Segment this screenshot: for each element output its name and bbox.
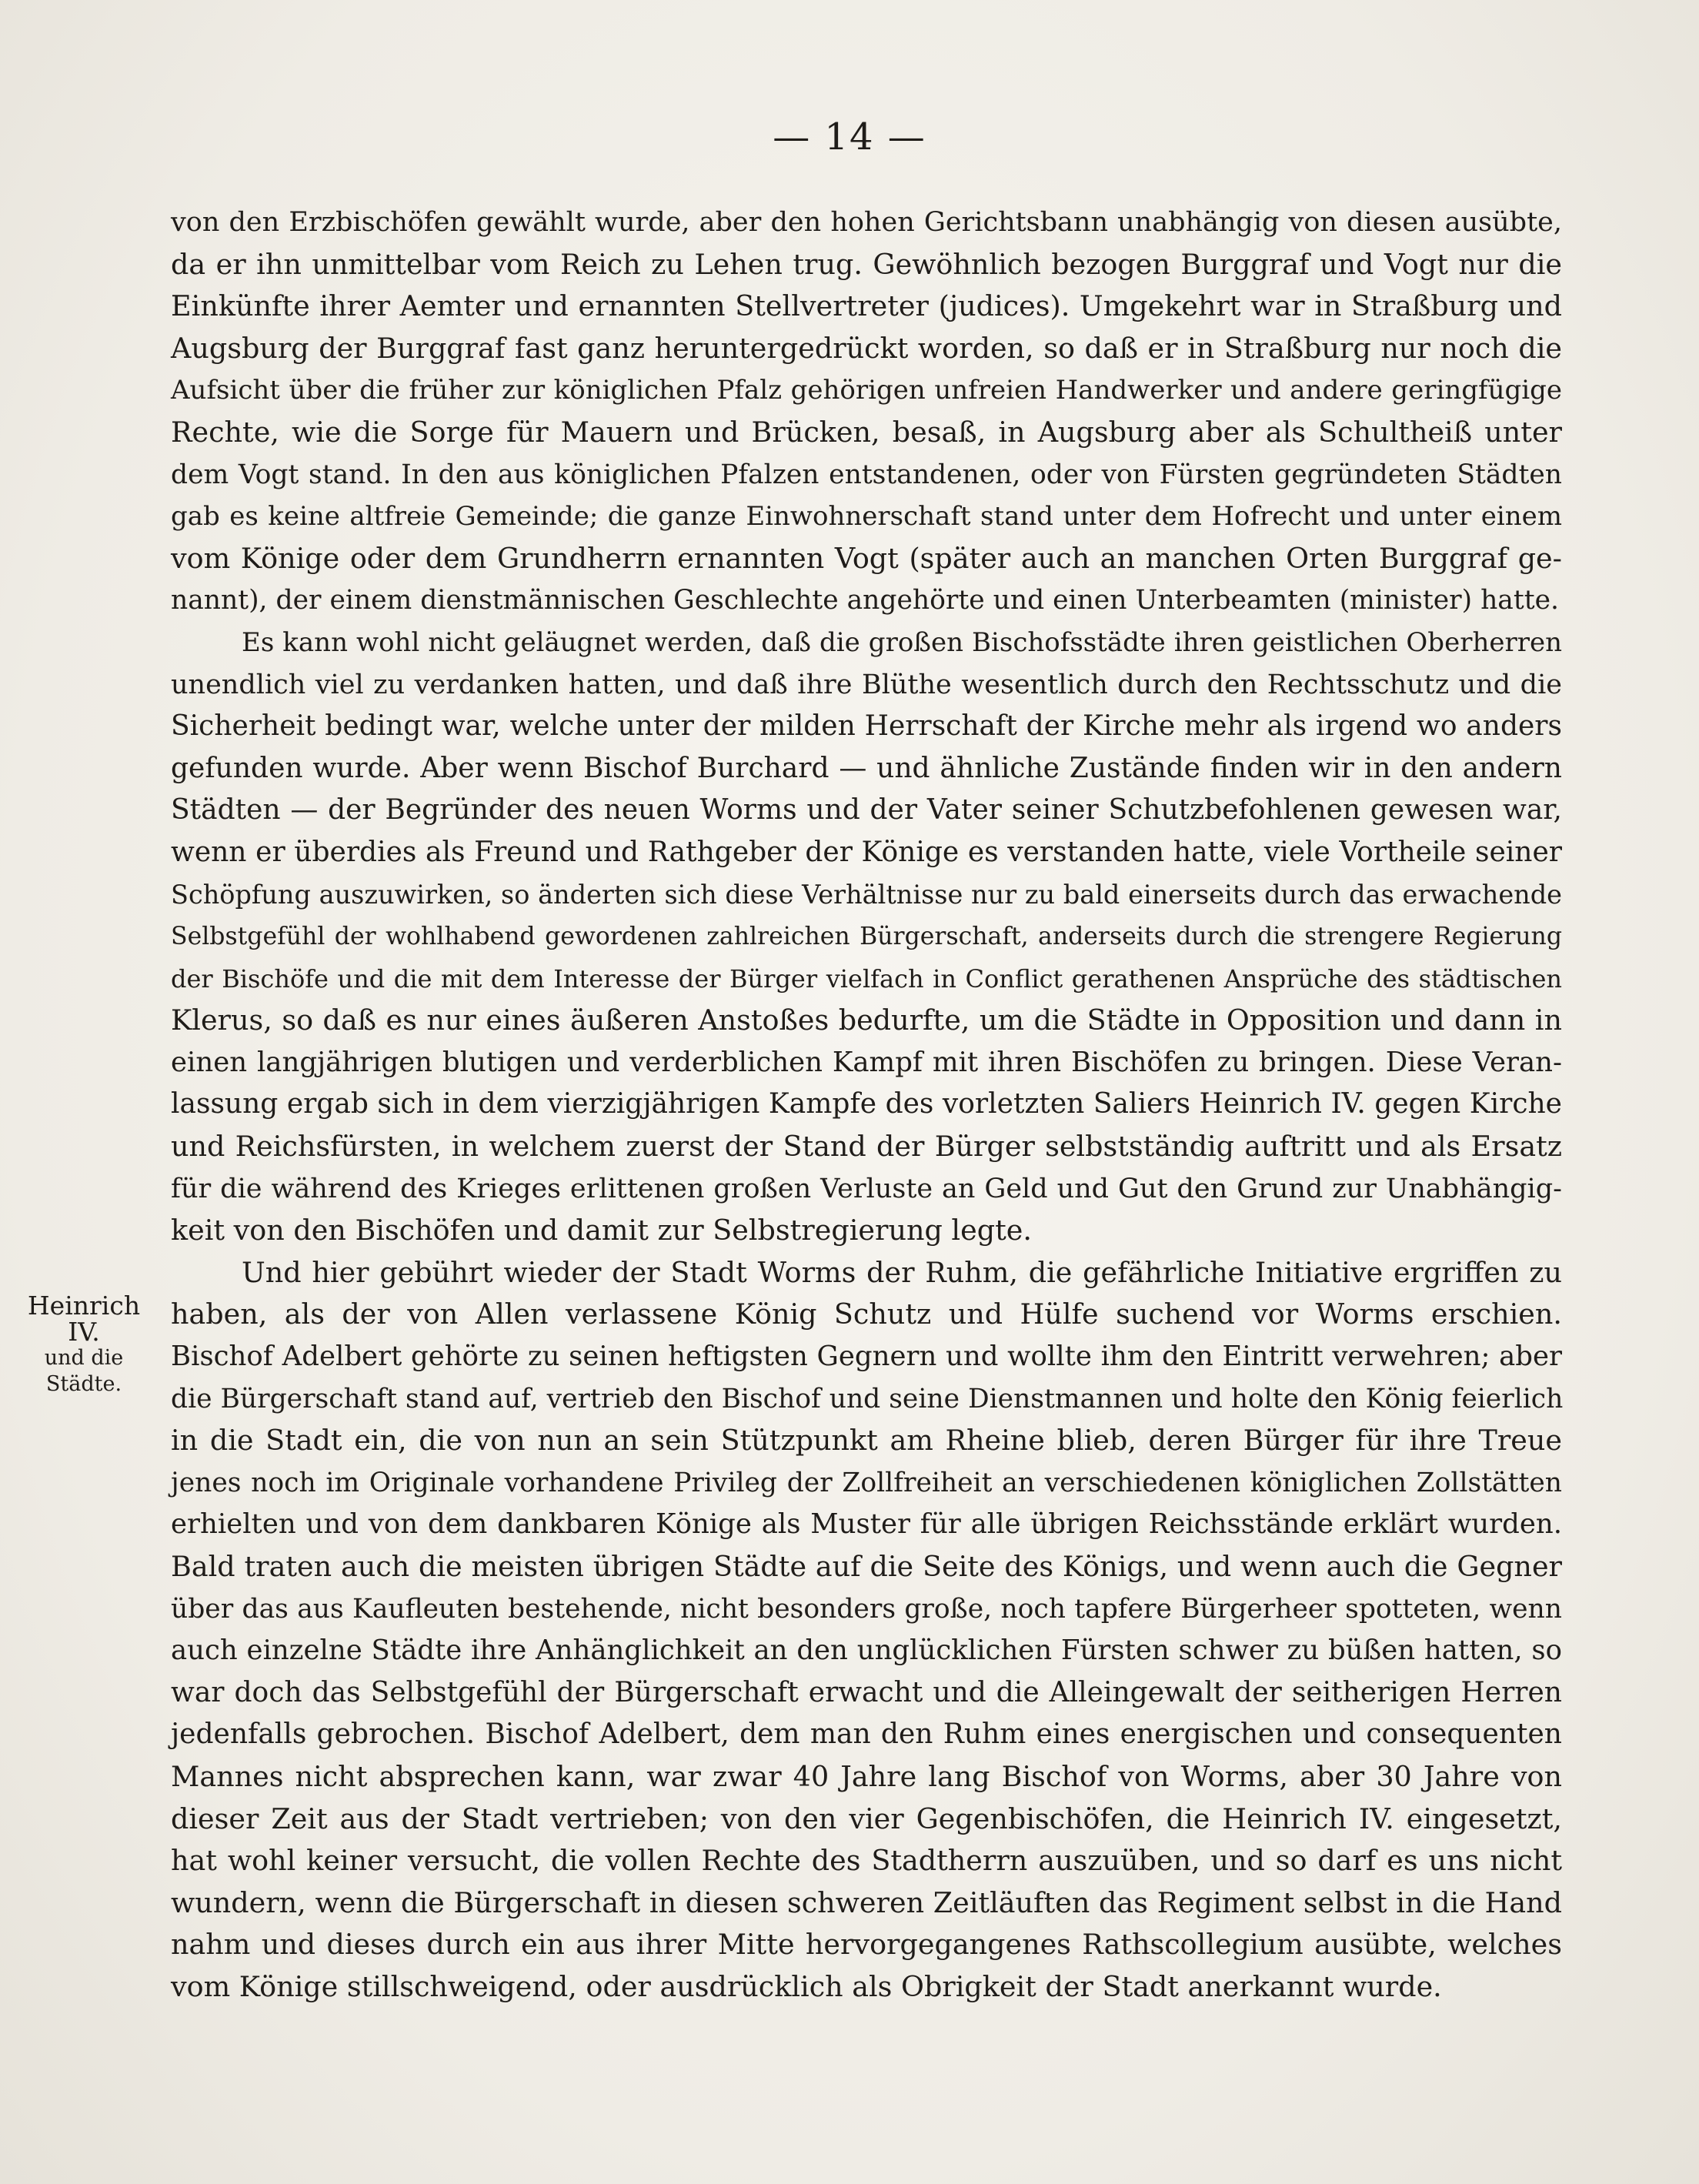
text-line: in die Stadt ein, die von nun an sein Stützpunkt am Rheine blieb, deren Bürger für ihre Treue — [171, 1424, 1562, 1458]
text-line: jenes noch im Originale vorhandene Privileg der Zollfreiheit an verschiedenen königlichen Zollstätten — [171, 1467, 1562, 1498]
margin-note — [11, 1293, 157, 1398]
text-line: erhielten und von dem dankbaren Könige als Muster für alle übrigen Reichsstände erklärt wurden. — [171, 1508, 1562, 1541]
text-line: auch einzelne Städte ihre Anhänglichkeit an den unglücklichen Fürsten schwer zu büßen hatten, so — [171, 1635, 1562, 1667]
text-line: über das aus Kaufleuten bestehende, nicht besonders große, noch tapfere Bürgerheer spotteten, wenn — [171, 1593, 1562, 1625]
text-line: einen langjährigen blutigen und verderblichen Kampf mit ihren Bischöfen zu bringen. Diese Veran- — [171, 1046, 1562, 1078]
margin-note-line-2: und die — [44, 1346, 124, 1370]
text-line: Bald traten auch die meisten übrigen Städte auf die Seite des Königs, und wenn auch die Gegner — [171, 1550, 1562, 1583]
text-line: Bischof Adelbert gehörte zu seinen heftigsten Gegnern und wollte ihm den Eintritt verwehren; aber — [171, 1341, 1562, 1373]
text-line: war doch das Selbstgefühl der Bürgerschaft erwacht und die Alleingewalt der seitherigen Herren — [171, 1676, 1562, 1708]
text-line: dieser Zeit aus der Stadt vertrieben; von den vier Gegenbischöfen, die Heinrich IV. eingesetzt, — [171, 1802, 1562, 1835]
text-line: Selbstgefühl der wohlhabend gewordenen zahlreichen Bürgerschaft, anderseits durch die strengere Regierung — [171, 923, 1562, 951]
text-line: vom Könige stillschweigend, oder ausdrücklich als Obrigkeit der Stadt anerkannt wurde. — [171, 1969, 1442, 2003]
text-line: der Bischöfe und die mit dem Interesse der Bürger vielfach in Conflict gerathenen Ansprüche des städtischen — [171, 963, 1562, 993]
text-line: Und hier gebührt wieder der Stadt Worms der Ruhm, die gefährliche Initiative ergriffen zu — [242, 1255, 1562, 1289]
text-line: haben, als der von Allen verlassene König Schutz und Hülfe suchend vor Worms erschien. — [171, 1297, 1562, 1331]
text-line: da er ihn unmittelbar vom Reich zu Lehen trug. Gewöhnlich bezogen Burggraf und Vogt nur die — [171, 247, 1562, 281]
text-line: Schöpfung auszuwirken, so änderten sich diese Verhältnisse nur zu bald einerseits durch das erwachende — [171, 879, 1562, 910]
page-number: — 14 — — [773, 115, 926, 159]
body-text — [171, 202, 1562, 2009]
margin-note-line-1: Heinrich IV. — [27, 1291, 141, 1347]
margin-note-line-3: Städte. — [45, 1372, 122, 1396]
text-line: die Bürgerschaft stand auf, vertrieb den Bischof und seine Dienstmannen und holte den König feierlich — [171, 1383, 1564, 1414]
text-line: Klerus, so daß es nur eines äußeren Anstoßes bedurfte, um die Städte in Opposition und dann in — [171, 1004, 1562, 1037]
text-line: keit von den Bischöfen und damit zur Selbstregierung legte. — [171, 1214, 1032, 1247]
text-line: Aufsicht über die früher zur königlichen Pfalz gehörigen unfreien Handwerker und andere geringfügige — [171, 375, 1562, 406]
text-line: dem Vogt stand. In den aus königlichen Pfalzen entstandenen, oder von Fürsten gegründeten Städten — [171, 459, 1562, 490]
text-line: und Reichsfürsten, in welchem zuerst der Stand der Bürger selbstständig auftritt und als Ersatz — [171, 1130, 1562, 1164]
text-line: unendlich viel zu verdanken hatten, und daß ihre Blüthe wesentlich durch den Rechtsschutz und die — [171, 669, 1562, 700]
text-line: nannt), der einem dienstmännischen Geschlechte angehörte und einen Unterbeamten (minister) hatte. — [171, 585, 1559, 616]
text-line: jedenfalls gebrochen. Bischof Adelbert, dem man den Ruhm eines energischen und consequenten — [171, 1718, 1562, 1751]
text-line: hat wohl keiner versucht, die vollen Rechte des Stadtherrn auszuüben, und so darf es uns nicht — [171, 1844, 1562, 1878]
text-line: gefunden wurde. Aber wenn Bischof Burchard — und ähnliche Zustände finden wir in den andern — [171, 752, 1562, 784]
text-line: Rechte, wie die Sorge für Mauern und Brücken, besaß, in Augsburg aber als Schultheiß unter — [171, 415, 1562, 449]
text-line: wenn er überdies als Freund und Rathgeber der Könige es verstanden hatte, viele Vortheile seiner — [171, 836, 1562, 868]
text-line: Es kann wohl nicht geläugnet werden, daß die großen Bischofsstädte ihren geistlichen Oberherren — [242, 626, 1562, 658]
text-line: für die während des Krieges erlittenen großen Verluste an Geld und Gut den Grund zur Unabhängig- — [171, 1173, 1562, 1204]
text-line: gab es keine altfreie Gemeinde; die ganze Einwohnerschaft stand unter dem Hofrecht und unter einem — [171, 501, 1562, 533]
text-line: vom Könige oder dem Grundherrn ernannten Vogt (später auch an manchen Orten Burggraf ge- — [171, 541, 1562, 575]
text-line: Einkünfte ihrer Aemter und ernannten Stellvertreter (judices). Umgekehrt war in Straßburg und — [171, 289, 1562, 323]
text-line: nahm und dieses durch ein aus ihrer Mitte hervorgegangenes Rathscollegium ausübte, welches — [171, 1928, 1562, 1962]
text-line: Städten — der Begründer des neuen Worms und der Vater seiner Schutzbefohlenen gewesen war, — [171, 794, 1562, 827]
text-line: lassung ergab sich in dem vierzigjährigen Kampfe des vorletzten Saliers Heinrich IV. gegen Kirche — [171, 1088, 1562, 1120]
text-line: Sicherheit bedingt war, welche unter der milden Herrschaft der Kirche mehr als irgend wo anders — [171, 710, 1562, 743]
text-line: Augsburg der Burggraf fast ganz heruntergedrückt worden, so daß er in Straßburg nur noch die — [171, 331, 1562, 365]
text-line: Mannes nicht absprechen kann, war zwar 40 Jahre lang Bischof von Worms, aber 30 Jahre von — [171, 1759, 1562, 1793]
text-line: von den Erzbischöfen gewählt wurde, aber den hohen Gerichtsbann unabhängig von diesen ausübte, — [171, 207, 1562, 238]
text-line: wundern, wenn die Bürgerschaft in diesen schweren Zeitläuften das Regiment selbst in die Hand — [171, 1885, 1562, 1919]
